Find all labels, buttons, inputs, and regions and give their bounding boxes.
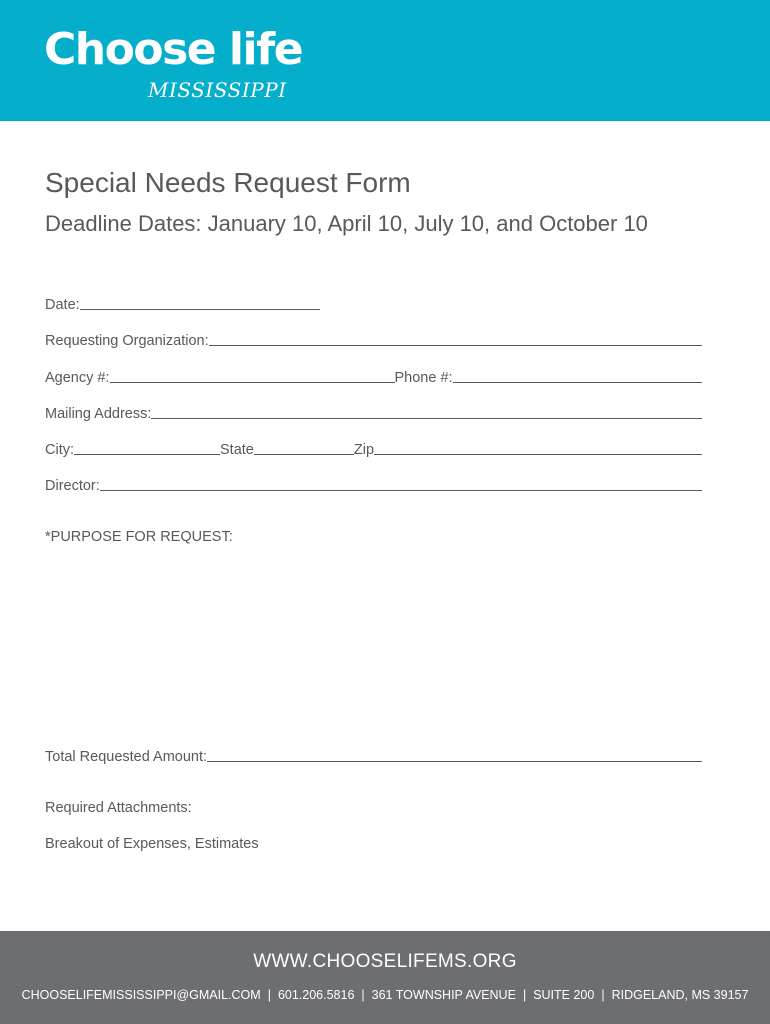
total-amount-row bbox=[45, 744, 702, 764]
logo-choose-life: Choose life bbox=[44, 24, 303, 75]
state-field[interactable] bbox=[254, 454, 354, 455]
footer-separator: | bbox=[267, 988, 271, 1002]
phone-label: Phone #: bbox=[394, 369, 453, 386]
director-field[interactable] bbox=[100, 490, 702, 491]
date-label: Date: bbox=[45, 296, 80, 313]
attachments-label: Required Attachments: bbox=[45, 800, 192, 816]
form-title: Special Needs Request Form bbox=[45, 167, 411, 198]
city-label: City: bbox=[45, 441, 74, 458]
agency-phone-row bbox=[45, 365, 702, 385]
phone-field[interactable] bbox=[453, 382, 702, 383]
footer-separator: | bbox=[601, 988, 605, 1002]
deadline-dates: Deadline Dates: January 10, April 10, July 10, and October 10 bbox=[45, 211, 648, 236]
footer-contact-line bbox=[0, 988, 770, 1002]
mailing-address-field[interactable] bbox=[151, 418, 702, 419]
footer-separator: | bbox=[361, 988, 365, 1002]
footer-website: WWW.CHOOSELIFEMS.ORG bbox=[253, 951, 517, 972]
city-state-zip-row bbox=[45, 437, 702, 457]
header-banner bbox=[0, 0, 770, 121]
mailing-row bbox=[45, 401, 702, 421]
total-amount-field[interactable] bbox=[207, 761, 702, 762]
agency-label: Agency #: bbox=[45, 369, 110, 386]
footer-street: 361 TOWNSHIP AVENUE bbox=[371, 988, 516, 1002]
purpose-label: *PURPOSE FOR REQUEST: bbox=[45, 529, 233, 545]
logo-mississippi: MISSISSIPPI bbox=[148, 78, 287, 102]
director-label: Director: bbox=[45, 477, 100, 494]
footer bbox=[0, 931, 770, 1024]
date-field[interactable] bbox=[80, 309, 320, 310]
footer-suite: SUITE 200 bbox=[533, 988, 595, 1002]
footer-city: RIDGELAND, MS 39157 bbox=[611, 988, 749, 1002]
director-row bbox=[45, 473, 702, 493]
total-amount-label: Total Requested Amount: bbox=[45, 748, 208, 765]
organization-row bbox=[45, 328, 702, 348]
organization-field[interactable] bbox=[209, 345, 702, 346]
zip-field[interactable] bbox=[374, 454, 702, 455]
state-label: State bbox=[220, 441, 254, 458]
footer-email: CHOOSELIFEMISSISSIPPI@GMAIL.COM bbox=[21, 988, 261, 1002]
mailing-address-label: Mailing Address: bbox=[45, 405, 152, 422]
city-field[interactable] bbox=[74, 454, 220, 455]
footer-phone: 601.206.5816 bbox=[277, 988, 355, 1002]
organization-label: Requesting Organization: bbox=[45, 332, 209, 349]
zip-label: Zip bbox=[353, 441, 375, 458]
date-row bbox=[45, 292, 702, 312]
footer-separator: | bbox=[522, 988, 527, 1002]
agency-field[interactable] bbox=[110, 382, 395, 383]
attachments-value: Breakout of Expenses, Estimates bbox=[45, 836, 259, 852]
